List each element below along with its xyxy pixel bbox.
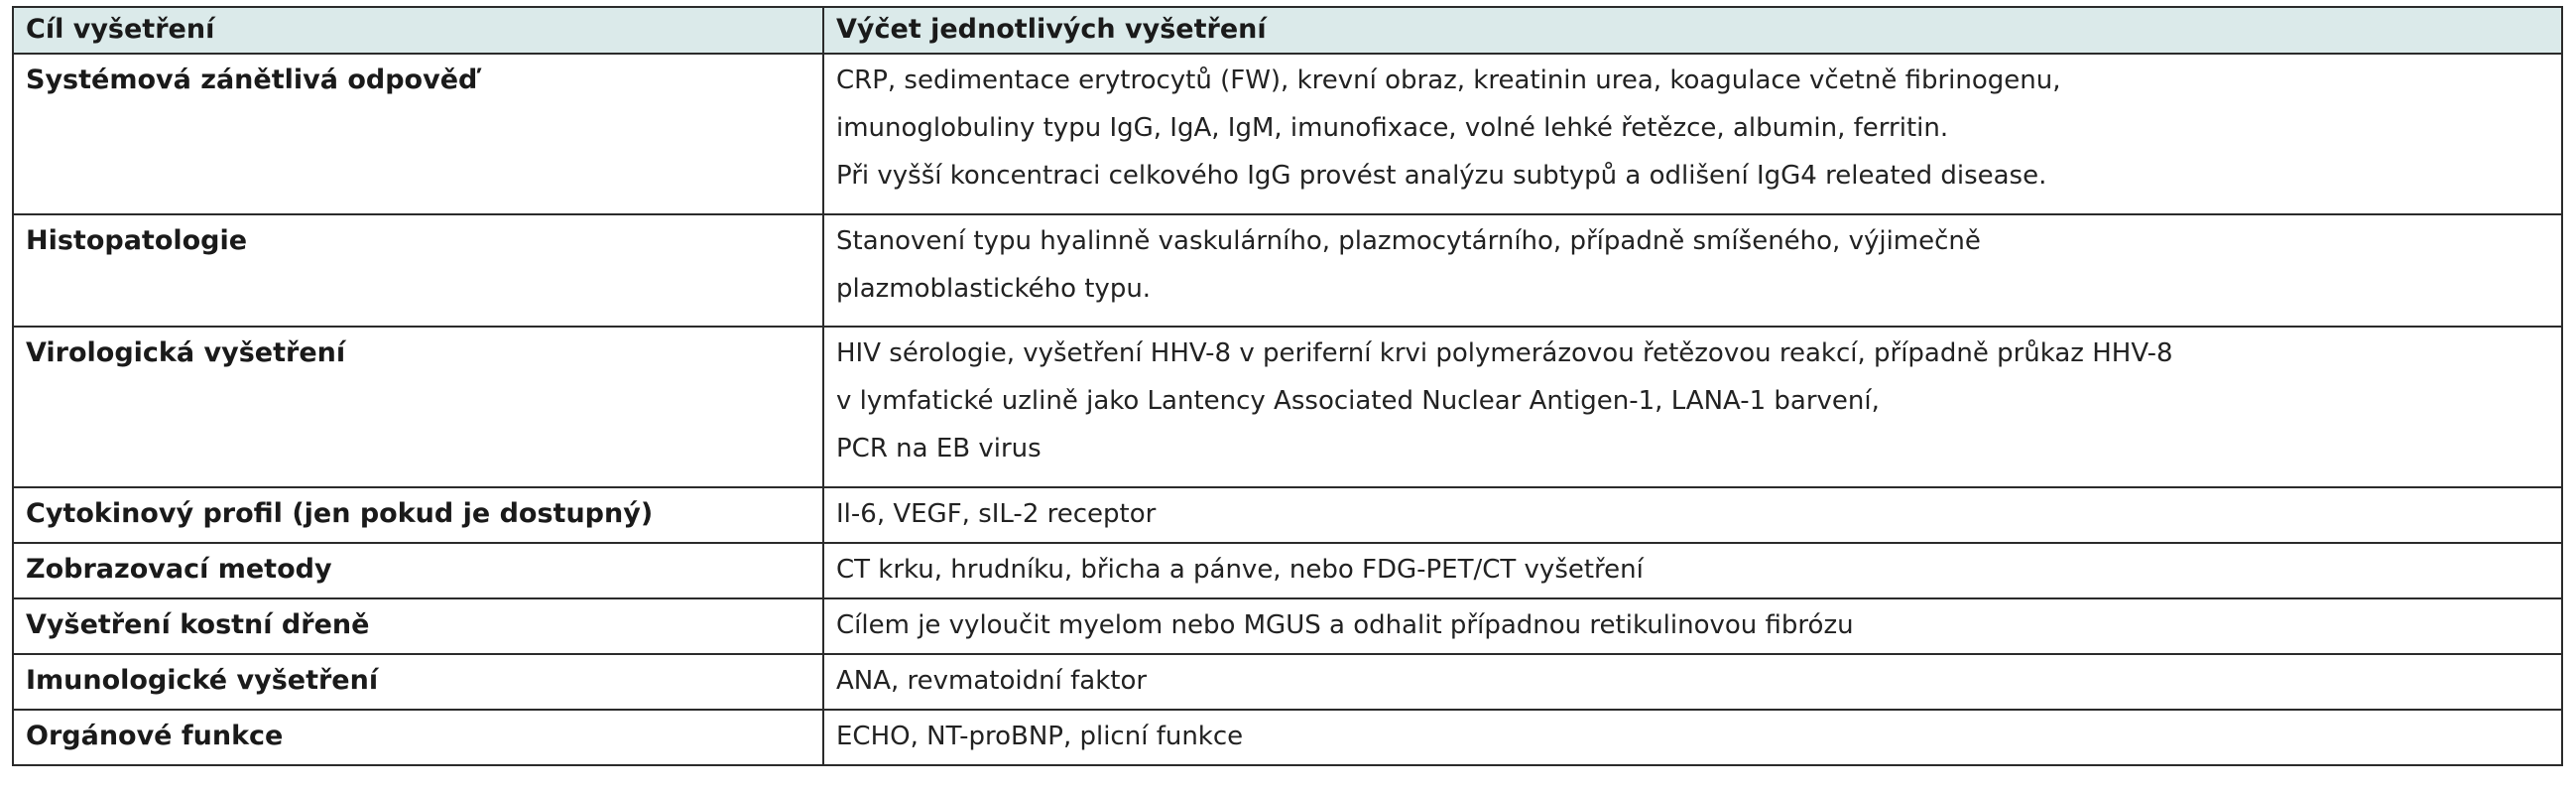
row-description	[823, 54, 2562, 214]
table-row	[13, 54, 2562, 214]
row-description	[823, 327, 2562, 487]
description-line: ECHO, NT-proBNP, plicní funkce	[836, 722, 1244, 751]
description-line: ANA, revmatoidní faktor	[836, 666, 1148, 696]
description-line: Při vyšší koncentraci celkového IgG provést analýzu subtypů a odlišení IgG4 releated disease.	[836, 161, 2047, 191]
description-line: CT krku, hrudníku, břicha a pánve, nebo FDG-PET/CT vyšetření	[836, 555, 1644, 585]
table-row	[13, 214, 2562, 327]
row-label: Vyšetření kostní dřeně	[13, 598, 823, 654]
column-header-exam-list: Výčet jednotlivých vyšetření	[823, 7, 2562, 54]
row-label: Zobrazovací metody	[13, 543, 823, 598]
examination-table	[12, 6, 2563, 766]
row-label: Virologická vyšetření	[13, 327, 823, 487]
table-row	[13, 487, 2562, 543]
row-label: Cytokinový profil (jen pokud je dostupný)	[13, 487, 823, 543]
table-row	[13, 543, 2562, 598]
row-label: Histopatologie	[13, 214, 823, 327]
table-header-row	[13, 7, 2562, 54]
description-line: Cílem je vyloučit myelom nebo MGUS a odhalit případnou retikulinovou fibrózu	[836, 610, 1854, 640]
description-line: plazmoblastického typu.	[836, 274, 1152, 304]
column-header-goal: Cíl vyšetření	[13, 7, 823, 54]
description-line: HIV sérologie, vyšetření HHV-8 v periferní krvi polymerázovou řetězovou reakcí, případně průkaz HHV-8	[836, 338, 2173, 368]
row-description	[823, 710, 2562, 765]
row-label: Imunologické vyšetření	[13, 654, 823, 710]
description-line: CRP, sedimentace erytrocytů (FW), krevní obraz, kreatinin urea, koagulace včetně fibrinogenu,	[836, 66, 2061, 95]
description-line: PCR na EB virus	[836, 434, 1042, 463]
row-description	[823, 543, 2562, 598]
table-row	[13, 710, 2562, 765]
description-line: v lymfatické uzlině jako Lantency Associated Nuclear Antigen-1, LANA-1 barvení,	[836, 386, 1880, 416]
description-line: Stanovení typu hyalinně vaskulárního, plazmocytárního, případně smíšeného, výjimečně	[836, 226, 1981, 256]
examination-table-container	[12, 6, 2561, 766]
table-row	[13, 654, 2562, 710]
row-label: Systémová zánětlivá odpověď	[13, 54, 823, 214]
table-row	[13, 327, 2562, 487]
description-line: Il-6, VEGF, sIL-2 receptor	[836, 499, 1157, 529]
table-row	[13, 598, 2562, 654]
table-header	[13, 7, 2562, 54]
row-description	[823, 214, 2562, 327]
table-body	[13, 54, 2562, 765]
description-line: imunoglobuliny typu IgG, IgA, IgM, imunofixace, volné lehké řetězce, albumin, ferritin.	[836, 113, 1949, 143]
row-description	[823, 654, 2562, 710]
row-label: Orgánové funkce	[13, 710, 823, 765]
row-description	[823, 487, 2562, 543]
row-description	[823, 598, 2562, 654]
